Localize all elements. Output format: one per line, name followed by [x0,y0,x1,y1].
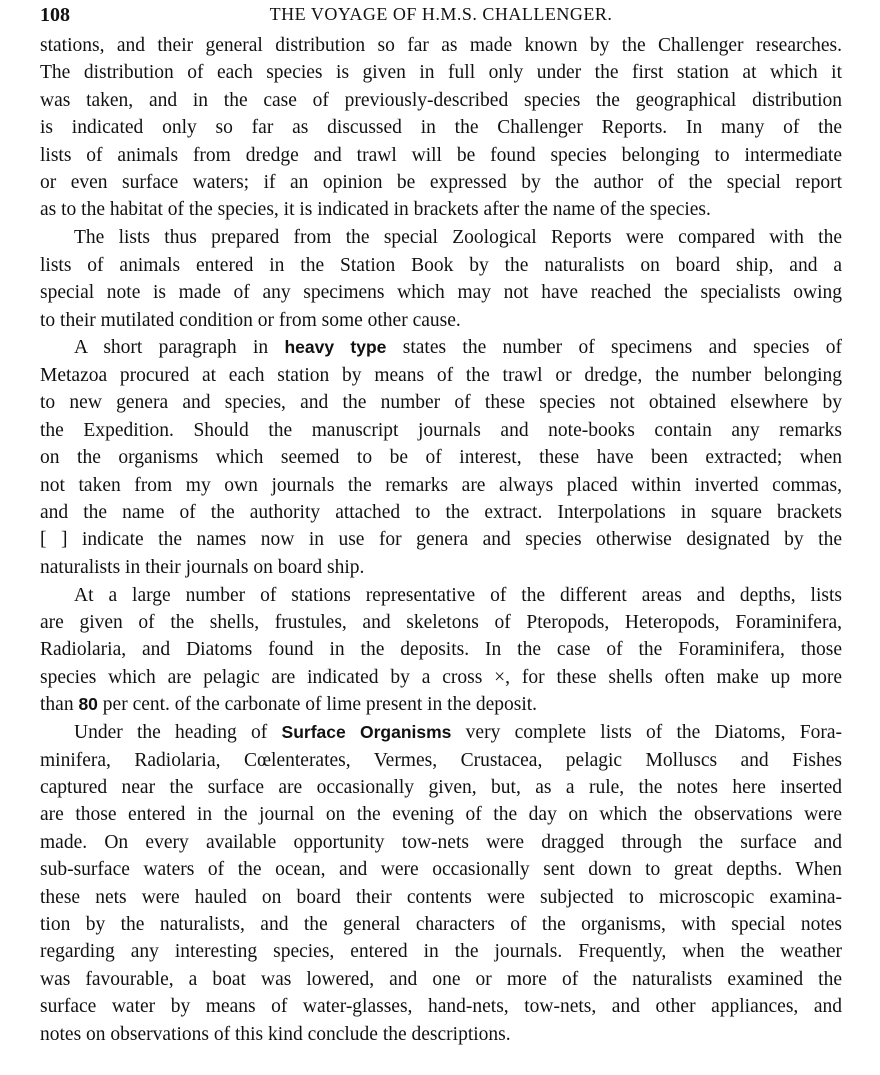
text-line [40,582,842,609]
paragraph [40,719,842,1048]
text-span: per cent. of the carbonate of lime present in the deposit. [97,694,538,716]
text-line [40,32,842,59]
text-line [40,279,842,306]
text-span: The lists thus prepared from the special Zoological Reports were compared with the [74,227,842,249]
text-span: naturalists in their journals on board ship. [40,556,365,578]
text-span: was taken, and in the case of previously-described species the geographical distribution [40,89,842,111]
text-line [40,142,842,169]
text-span: stations, and their general distribution so far as made known by the Challenger researches. [40,35,842,56]
text-line [40,499,842,526]
paragraph [40,224,842,334]
text-span: lists of animals from dredge and trawl will be found species belonging to intermediate [40,144,842,166]
text-line [40,444,842,471]
text-line [40,334,842,361]
text-line [40,307,842,334]
text-line [40,609,842,636]
text-span: minifera, Radiolaria, Cœlenterates, Vermes, Crustacea, pelagic Molluscs and Fishes [40,749,842,771]
text-span: special note is made of any specimens which may not have reached the specialists owing [40,282,842,304]
text-span: The distribution of each species is given in full only under the first station at which it [40,62,842,84]
text-span: the Expedition. Should the manuscript journals and note-books contain any remarks [40,419,842,441]
text-line [40,664,842,691]
text-span: Metazoa procured at each station by means of the trawl or dredge, the number belonging [40,364,842,386]
text-span: Under the heading of [74,722,282,744]
running-title: THE VOYAGE OF H.M.S. CHALLENGER. [269,4,613,24]
paragraph [40,32,842,224]
text-line [40,196,842,223]
text-span: captured near the surface are occasionally given, but, as a rule, the notes here inserted [40,776,842,798]
paragraph [40,334,842,581]
text-line [40,774,842,801]
text-line [40,252,842,279]
text-line [40,993,842,1020]
text-span: to new genera and species, and the number of these species not obtained elsewhere by [40,392,842,414]
text-span: made. On every available opportunity tow-nets were dragged through the surface and [40,831,842,853]
text-span: these nets were hauled on board their contents were subjected to microscopic examina- [40,886,842,908]
text-span: very complete lists of the Diatoms, Fora- [451,722,843,744]
text-line [40,224,842,251]
text-line [40,169,842,196]
page-header [40,4,842,32]
text-span: to their mutilated condition or from some other cause. [40,309,461,331]
text-line [40,114,842,141]
text-line [40,1021,842,1048]
text-line [40,554,842,581]
text-span: A short paragraph in [74,337,285,359]
text-line [40,526,842,553]
text-span: as to the habitat of the species, it is indicated in brackets after the name of the species. [40,199,711,221]
body-text [40,32,842,1049]
text-span: on the organisms which seemed to be of interest, these have been extracted; when [40,447,842,469]
text-line [40,747,842,774]
text-line [40,938,842,965]
text-span: and the name of the authority attached to the extract. Interpolations in square brackets [40,501,842,523]
text-line [40,472,842,499]
text-line [40,829,842,856]
text-span: are those entered in the journal on the evening of the day on which the observations were [40,804,842,826]
text-line [40,691,842,718]
text-span: At a large number of stations representative of the different areas and depths, lists [74,584,842,606]
text-span: is indicated only so far as discussed in the Challenger Reports. In many of the [40,117,842,139]
text-span: sub-surface waters of the ocean, and were occasionally sent down to great depths. When [40,859,842,881]
text-line [40,719,842,746]
page-number: 108 [40,4,70,26]
text-span: regarding any interesting species, entered in the journals. Frequently, when the weather [40,941,842,963]
text-line [40,59,842,86]
text-line [40,884,842,911]
text-span: [ ] indicate the names now in use for genera and species otherwise designated by the [40,529,842,551]
text-span: or even surface waters; if an opinion be expressed by the author of the special report [40,172,842,194]
text-span: states the number of specimens and species of [386,337,842,359]
text-line [40,801,842,828]
text-span: Radiolaria, and Diatoms found in the deposits. In the case of the Foraminifera, those [40,639,842,661]
text-span: tion by the naturalists, and the general characters of the organisms, with special notes [40,914,842,935]
text-span: lists of animals entered in the Station Book by the naturalists on board ship, and a [40,254,842,276]
text-line [40,966,842,993]
bold-text: 80 [78,694,98,715]
text-span: not taken from my own journals the remarks are always placed within inverted commas, [40,474,842,496]
text-span: species which are pelagic are indicated by a cross ×, for these shells often make up more [40,666,842,688]
text-span: than [40,694,79,716]
text-span: notes on observations of this kind conclude the descriptions. [40,1023,511,1045]
text-line [40,389,842,416]
text-line [40,856,842,883]
text-line [40,636,842,663]
text-line [40,417,842,444]
bold-text: heavy type [284,337,387,358]
text-line [40,362,842,389]
text-span: surface water by means of water-glasses, hand-nets, tow-nets, and other appliances, and [40,996,842,1018]
text-span: was favourable, a boat was lowered, and one or more of the naturalists examined the [40,968,842,990]
text-span: are given of the shells, frustules, and skeletons of Pteropods, Heteropods, Foraminifera, [40,612,842,634]
text-line [40,911,842,938]
paragraph [40,582,842,719]
bold-text: Surface Organisms [281,722,452,743]
text-line [40,87,842,114]
